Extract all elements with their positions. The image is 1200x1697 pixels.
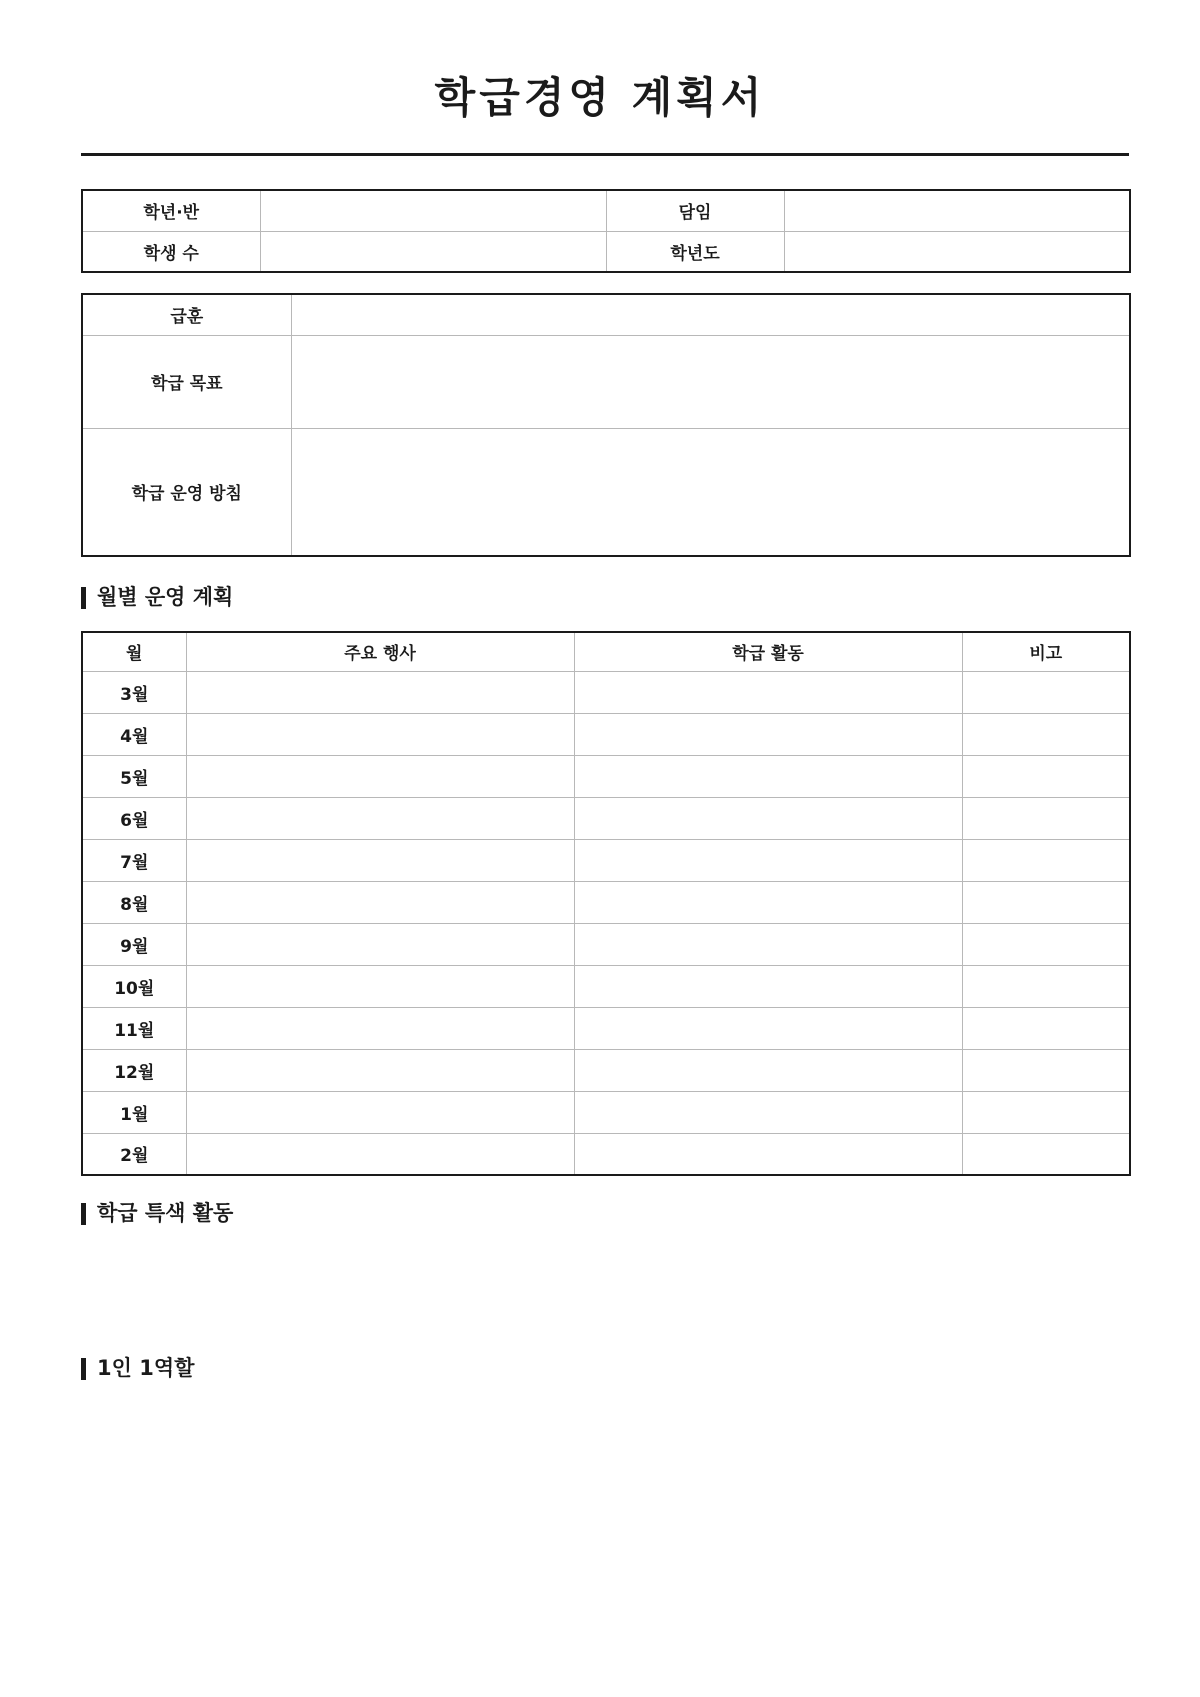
events-field[interactable] (186, 1133, 574, 1175)
table-row (82, 965, 1130, 1007)
activities-field[interactable] (574, 881, 962, 923)
special-activities-heading (81, 1200, 233, 1226)
heading-bar (81, 587, 86, 609)
month-cell: 11월 (82, 1007, 186, 1049)
events-field[interactable] (186, 797, 574, 839)
activities-field[interactable] (574, 797, 962, 839)
events-field[interactable] (186, 671, 574, 713)
events-field[interactable] (186, 1091, 574, 1133)
grade-class-field[interactable] (260, 190, 606, 231)
table-row (82, 671, 1130, 713)
events-field[interactable] (186, 965, 574, 1007)
motto-field[interactable] (291, 294, 1130, 335)
motto-label: 급훈 (82, 294, 291, 335)
heading-bar (81, 1203, 86, 1225)
table-row (82, 1007, 1130, 1049)
goal-label: 학급 목표 (82, 335, 291, 428)
month-cell: 2월 (82, 1133, 186, 1175)
events-field[interactable] (186, 923, 574, 965)
column-header-month: 월 (82, 632, 186, 671)
events-field[interactable] (186, 839, 574, 881)
table-row (82, 428, 1130, 556)
grade-class-label: 학년·반 (82, 190, 260, 231)
month-cell: 12월 (82, 1049, 186, 1091)
month-cell: 5월 (82, 755, 186, 797)
column-header-events: 주요 행사 (186, 632, 574, 671)
activities-field[interactable] (574, 1049, 962, 1091)
table-row (82, 335, 1130, 428)
notes-field[interactable] (962, 755, 1130, 797)
notes-field[interactable] (962, 881, 1130, 923)
events-field[interactable] (186, 1007, 574, 1049)
basic-info-table (81, 189, 1131, 273)
monthly-plan-heading (81, 584, 233, 610)
month-cell: 1월 (82, 1091, 186, 1133)
table-row (82, 923, 1130, 965)
notes-field[interactable] (962, 1091, 1130, 1133)
table-row (82, 294, 1130, 335)
table-header-row (82, 632, 1130, 671)
students-field[interactable] (260, 231, 606, 272)
month-cell: 3월 (82, 671, 186, 713)
month-cell: 8월 (82, 881, 186, 923)
column-header-notes: 비고 (962, 632, 1130, 671)
notes-field[interactable] (962, 1007, 1130, 1049)
table-row (82, 713, 1130, 755)
policy-label: 학급 운영 방침 (82, 428, 291, 556)
monthly-plan-table (81, 631, 1131, 1176)
activities-field[interactable] (574, 755, 962, 797)
table-row (82, 839, 1130, 881)
table-row (82, 1133, 1130, 1175)
notes-field[interactable] (962, 797, 1130, 839)
notes-field[interactable] (962, 671, 1130, 713)
month-cell: 9월 (82, 923, 186, 965)
activities-field[interactable] (574, 965, 962, 1007)
table-row (82, 881, 1130, 923)
roles-heading (81, 1355, 194, 1381)
activities-field[interactable] (574, 1091, 962, 1133)
activities-field[interactable] (574, 1007, 962, 1049)
events-field[interactable] (186, 755, 574, 797)
notes-field[interactable] (962, 923, 1130, 965)
notes-field[interactable] (962, 1049, 1130, 1091)
table-row (82, 797, 1130, 839)
heading-bar (81, 1358, 86, 1380)
activities-field[interactable] (574, 923, 962, 965)
teacher-label: 담임 (606, 190, 784, 231)
monthly-plan-body (82, 671, 1130, 1175)
month-cell: 7월 (82, 839, 186, 881)
class-info-table (81, 293, 1131, 557)
goal-field[interactable] (291, 335, 1130, 428)
students-label: 학생 수 (82, 231, 260, 272)
policy-field[interactable] (291, 428, 1130, 556)
school-year-field[interactable] (784, 231, 1130, 272)
events-field[interactable] (186, 1049, 574, 1091)
notes-field[interactable] (962, 1133, 1130, 1175)
activities-field[interactable] (574, 1133, 962, 1175)
notes-field[interactable] (962, 839, 1130, 881)
page-title: 학급경영 계획서 (434, 73, 766, 122)
roles-heading-text: 1인 1역할 (97, 1356, 195, 1380)
events-field[interactable] (186, 881, 574, 923)
month-cell: 10월 (82, 965, 186, 1007)
title-divider (81, 153, 1129, 156)
notes-field[interactable] (962, 713, 1130, 755)
school-year-label: 학년도 (606, 231, 784, 272)
table-row (82, 1049, 1130, 1091)
table-row (82, 190, 1130, 231)
events-field[interactable] (186, 713, 574, 755)
table-row (82, 1091, 1130, 1133)
month-cell: 4월 (82, 713, 186, 755)
table-row (82, 755, 1130, 797)
column-header-activities: 학급 활동 (574, 632, 962, 671)
month-cell: 6월 (82, 797, 186, 839)
activities-field[interactable] (574, 671, 962, 713)
monthly-plan-heading-text: 월별 운영 계획 (97, 585, 234, 609)
notes-field[interactable] (962, 965, 1130, 1007)
teacher-field[interactable] (784, 190, 1130, 231)
special-activities-heading-text: 학급 특색 활동 (97, 1201, 234, 1225)
table-row (82, 231, 1130, 272)
activities-field[interactable] (574, 713, 962, 755)
activities-field[interactable] (574, 839, 962, 881)
